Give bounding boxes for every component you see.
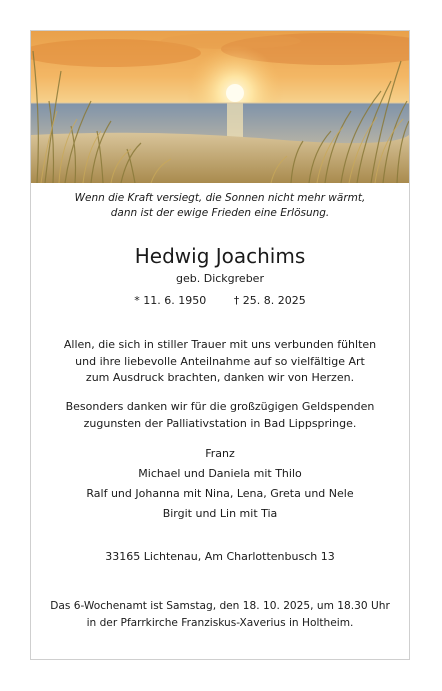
memorial-quote bbox=[31, 191, 409, 221]
service-line-2: in der Pfarrkirche Franziskus-Xaverius in Holtheim. bbox=[86, 616, 354, 629]
sunset-beach-image bbox=[31, 31, 409, 183]
sunset-beach-illustration bbox=[31, 31, 409, 183]
thanks-2-line-2: zugunsten der Palliativstation in Bad Lippspringe. bbox=[83, 416, 357, 430]
service-line-1: Das 6-Wochenamt ist Samstag, den 18. 10. 2025, um 18.30 Uhr bbox=[50, 600, 390, 612]
birth-date: * 11. 6. 1950 bbox=[134, 294, 207, 307]
quote-line-1: Wenn die Kraft versiegt, die Sonnen nicht mehr wärmt, bbox=[74, 192, 366, 204]
quote-line-2: dann ist der ewige Frieden eine Erlösung. bbox=[110, 207, 330, 219]
family-member: Franz bbox=[205, 447, 235, 460]
memorial-service-notice bbox=[31, 598, 409, 631]
death-date: † 25. 8. 2025 bbox=[233, 294, 306, 307]
obituary-card bbox=[30, 30, 410, 660]
thanks-2-line-1: Besonders danken wir für die großzügigen Geldspenden bbox=[65, 400, 375, 413]
family-member: Michael und Daniela mit Thilo bbox=[138, 467, 302, 480]
thanks-paragraph-2 bbox=[31, 399, 409, 432]
thanks-1-line-3: zum Ausdruck brachten, danken wir von Herzen. bbox=[85, 371, 355, 384]
family-list bbox=[31, 444, 409, 524]
family-member: Ralf und Johanna mit Nina, Lena, Greta und Nele bbox=[86, 487, 354, 500]
thanks-1-line-2: und ihre liebevolle Anteilnahme auf so vielfältige Art bbox=[75, 354, 365, 368]
family-member: Birgit und Lin mit Tia bbox=[162, 507, 278, 520]
family-address: 33165 Lichtenau, Am Charlottenbusch 13 bbox=[105, 550, 335, 563]
birth-name: geb. Dickgreber bbox=[176, 272, 264, 285]
life-dates bbox=[31, 293, 409, 309]
deceased-name: Hedwig Joachims bbox=[134, 244, 306, 268]
thanks-paragraph-1 bbox=[31, 337, 409, 387]
thanks-1-line-1: Allen, die sich in stiller Trauer mit uns verbunden fühlten bbox=[63, 338, 377, 351]
